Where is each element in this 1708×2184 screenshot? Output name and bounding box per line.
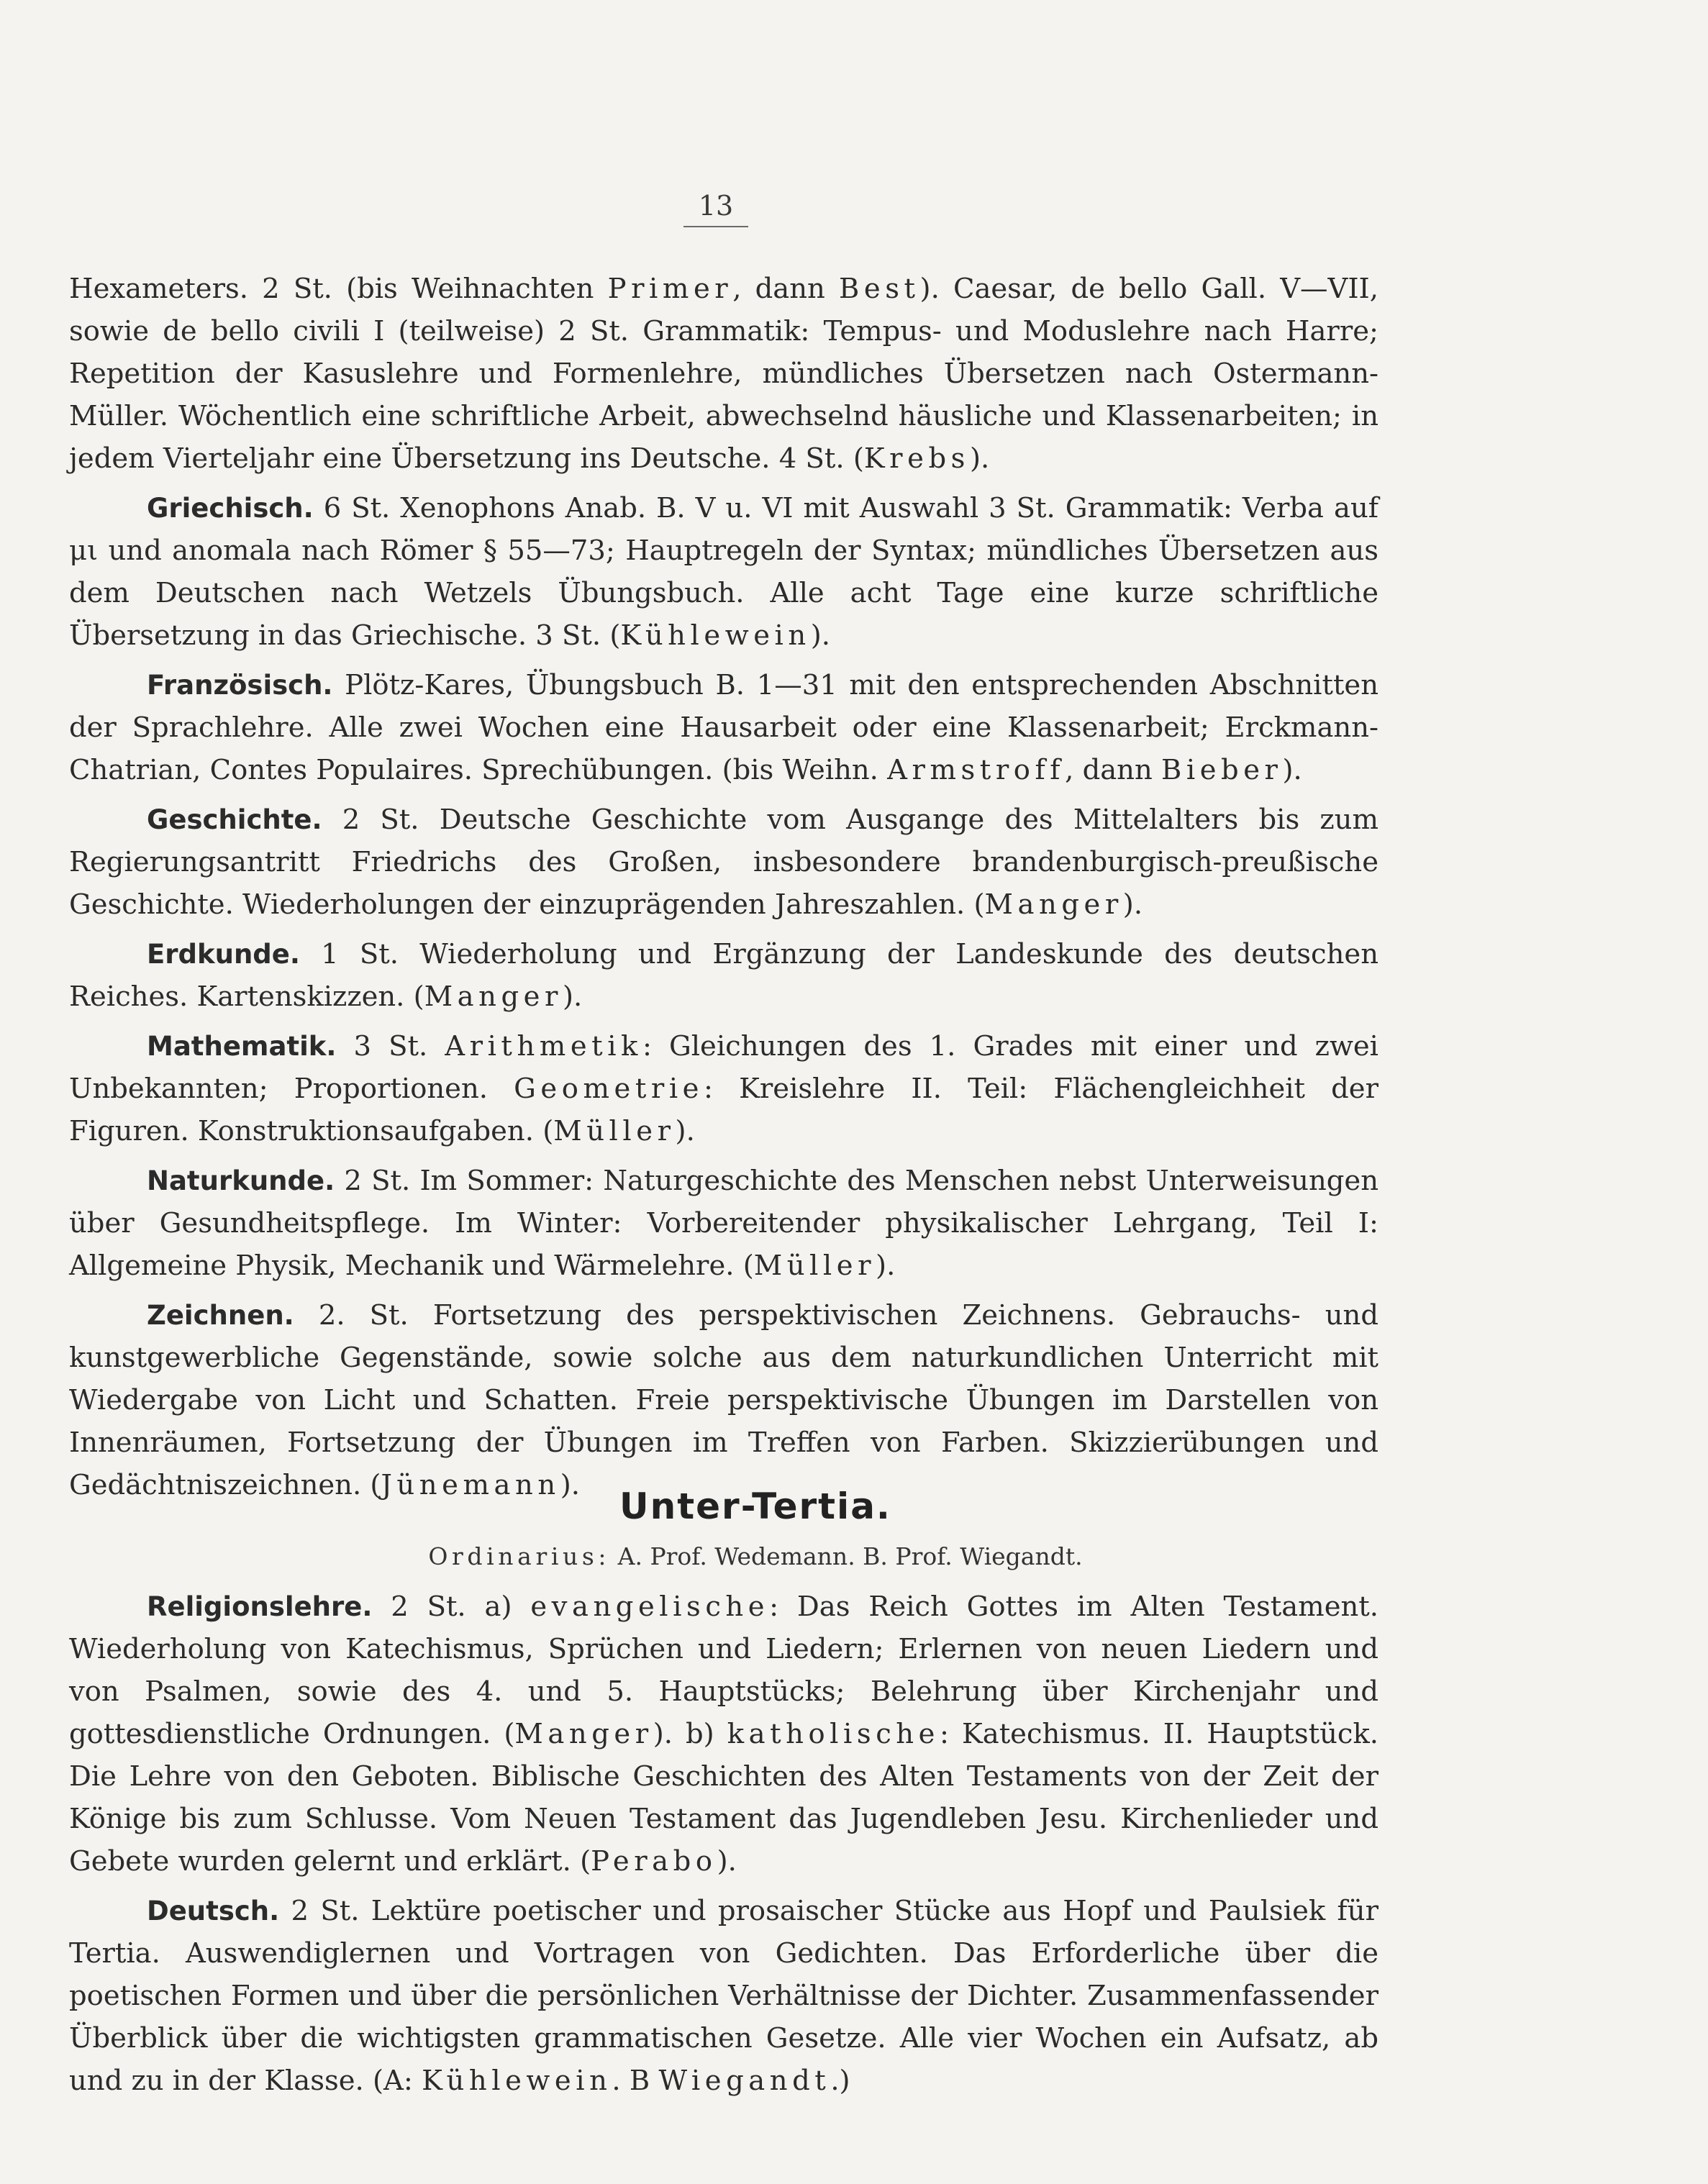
page-number-rule xyxy=(683,226,748,227)
teacher-name: Müller xyxy=(553,1115,676,1147)
teacher-name: Wiegandt xyxy=(658,2065,831,2097)
page-number: 13 xyxy=(698,190,734,222)
teacher-name: Perabo xyxy=(591,1845,717,1878)
section-title: Unter-Tertia. xyxy=(619,1485,891,1527)
subject-heading: Deutsch. xyxy=(147,1896,280,1926)
teacher-name: Bieber xyxy=(1161,754,1283,786)
paragraph-naturkunde: Naturkunde. 2 St. Im Sommer: Naturgeschichte des Menschen nebst Unterweisungen über Gesundheitspflege. Im Winter: Vorbereitender physikalischer Lehrgang, Teil I: Allgemeine Physik, Mechanik und Wärmelehre. (Müller). xyxy=(69,1165,1378,1282)
teacher-name: Kühlewein xyxy=(620,619,811,652)
paragraph-zeichnen: Zeichnen. 2. St. Fortsetzung des perspektivischen Zeichnens. Gebrauchs- und kunstgewerbliche Gegenstände, sowie solche aus dem naturkundlichen Unterricht mit Wiedergabe von Licht und Schatten. Freie perspektivische Übungen im Darstellen von Innenräumen, Fortsetzung der Übungen im Treffen von Farben. Skizzierübungen und Gedächtniszeichnen. (Jünemann). xyxy=(69,1299,1378,1501)
teacher-name: Jünemann xyxy=(381,1469,560,1501)
paragraph-geschichte: Geschichte. 2 St. Deutsche Geschichte vom Ausgange des Mittelalters bis zum Regierungsantritt Friedrichs des Großen, insbesondere brandenburgisch-preußische Geschichte. Wiederholungen der einzuprägenden Jahreszahlen. (Manger). xyxy=(69,804,1378,921)
paragraph-latin-continuation: Hexameters. 2 St. (bis Weihnachten Primer, dann Best). Caesar, de bello Gall. V—VII, sowie de bello civili I (teilweise) 2 St. Grammatik: Tempus- und Moduslehre nach Harre; Repetition der Kasuslehre und Formenlehre, mündliches Übersetzen nach Ostermann-Müller. Wöchentlich eine schriftliche Arbeit, abwechselnd häusliche und Klassenarbeiten; in jedem Vierteljahr eine Übersetzung ins Deutsche. 4 St. (Krebs). xyxy=(69,273,1379,475)
paragraph-erdkunde: Erdkunde. 1 St. Wiederholung und Ergänzung der Landeskunde des deutschen Reiches. Kartenskizzen. (Manger). xyxy=(69,938,1378,1013)
paragraph-religionslehre: Religionslehre. 2 St. a) evangelische: Das Reich Gottes im Alten Testament. Wiederholung von Katechismus, Sprüchen und Liedern; Erlernen von neuen Liedern und von Psalmen, sowie des 4. und 5. Hauptstücks; Belehrung über Kirchenjahr und gottesdienstliche Ordnungen. (Manger). b) katholische: Katechismus. II. Hauptstück. Die Lehre von den Geboten. Biblische Geschichten des Alten Testaments von der Zeit der Könige bis zum Schlusse. Vom Neuen Testament das Jugendleben Jesu. Kirchenlieder und Gebete wurden gelernt und erklärt. (Perabo). xyxy=(69,1591,1379,1878)
subject-heading: Religionslehre. xyxy=(147,1591,373,1622)
topic-label: Geometrie xyxy=(514,1073,704,1105)
ordinarius-names: A. Prof. Wedemann. B. Prof. Wiegandt. xyxy=(610,1542,1083,1570)
subject-heading: Erdkunde. xyxy=(147,939,300,970)
subject-heading: Geschichte. xyxy=(147,804,322,835)
lower-text-block xyxy=(69,1578,1378,2102)
subject-heading: Griechisch. xyxy=(147,493,314,524)
teacher-name: Kühlewein xyxy=(422,2065,612,2097)
paragraph-griechisch: Griechisch. 6 St. Xenophons Anab. B. V u. VI mit Auswahl 3 St. Grammatik: Verba auf μι und anomala nach Römer § 55—73; Hauptregeln der Syntax; mündliches Übersetzen aus dem Deutschen nach Wetzels Übungsbuch. Alle acht Tage eine kurze schriftliche Übersetzung in das Griechische. 3 St. (Kühlewein). xyxy=(69,492,1378,652)
topic-label: Arithmetik xyxy=(445,1030,642,1063)
paragraph-deutsch: Deutsch. 2 St. Lektüre poetischer und prosaischer Stücke aus Hopf und Paulsiek für Tertia. Auswendiglernen und Vortragen von Gedichten. Das Erforderliche über die poetischen Formen und über die persönlichen Verhältnisse der Dichter. Zusammenfassender Überblick über die wichtigsten grammatischen Gesetze. Alle vier Wochen ein Aufsatz, ab und zu in der Klasse. (A: Kühlewein. B Wiegandt.) xyxy=(69,1895,1378,2097)
topic-label: evangelische xyxy=(530,1591,770,1623)
teacher-name: Manger xyxy=(424,980,563,1013)
subject-heading: Naturkunde. xyxy=(147,1165,335,1196)
ordinarius-line xyxy=(288,1539,1223,1574)
teacher-name: Manger xyxy=(984,888,1123,921)
paragraph-mathematik: Mathematik. 3 St. Arithmetik: Gleichungen des 1. Grades mit einer und zwei Unbekannten; Proportionen. Geometrie: Kreislehre II. Teil: Flächengleichheit der Figuren. Konstruktionsaufgaben. (Müller). xyxy=(69,1030,1378,1147)
paragraph-franzoesisch: Französisch. Plötz-Kares, Übungsbuch B. 1—31 mit den entsprechenden Abschnitten der Sprachlehre. Alle zwei Wochen eine Hausarbeit oder eine Klassenarbeit; Erckmann-Chatrian, Contes Populaires. Sprechübungen. (bis Weihn. Armstroff, dann Bieber). xyxy=(69,669,1378,786)
teacher-name: Müller xyxy=(753,1250,876,1282)
ordinarius-label: Ordinarius: xyxy=(428,1542,611,1570)
upper-text-block xyxy=(69,268,1378,1506)
topic-label: katholische xyxy=(727,1718,940,1750)
teacher-name: Best xyxy=(839,273,920,305)
subject-heading: Französisch. xyxy=(147,670,333,701)
teacher-name: Krebs xyxy=(863,442,970,475)
teacher-name: Manger xyxy=(514,1718,653,1750)
subject-heading: Zeichnen. xyxy=(147,1300,294,1331)
teacher-name: Armstroff xyxy=(887,754,1066,786)
subject-heading: Mathematik. xyxy=(147,1031,337,1062)
teacher-name: Primer xyxy=(607,273,733,305)
